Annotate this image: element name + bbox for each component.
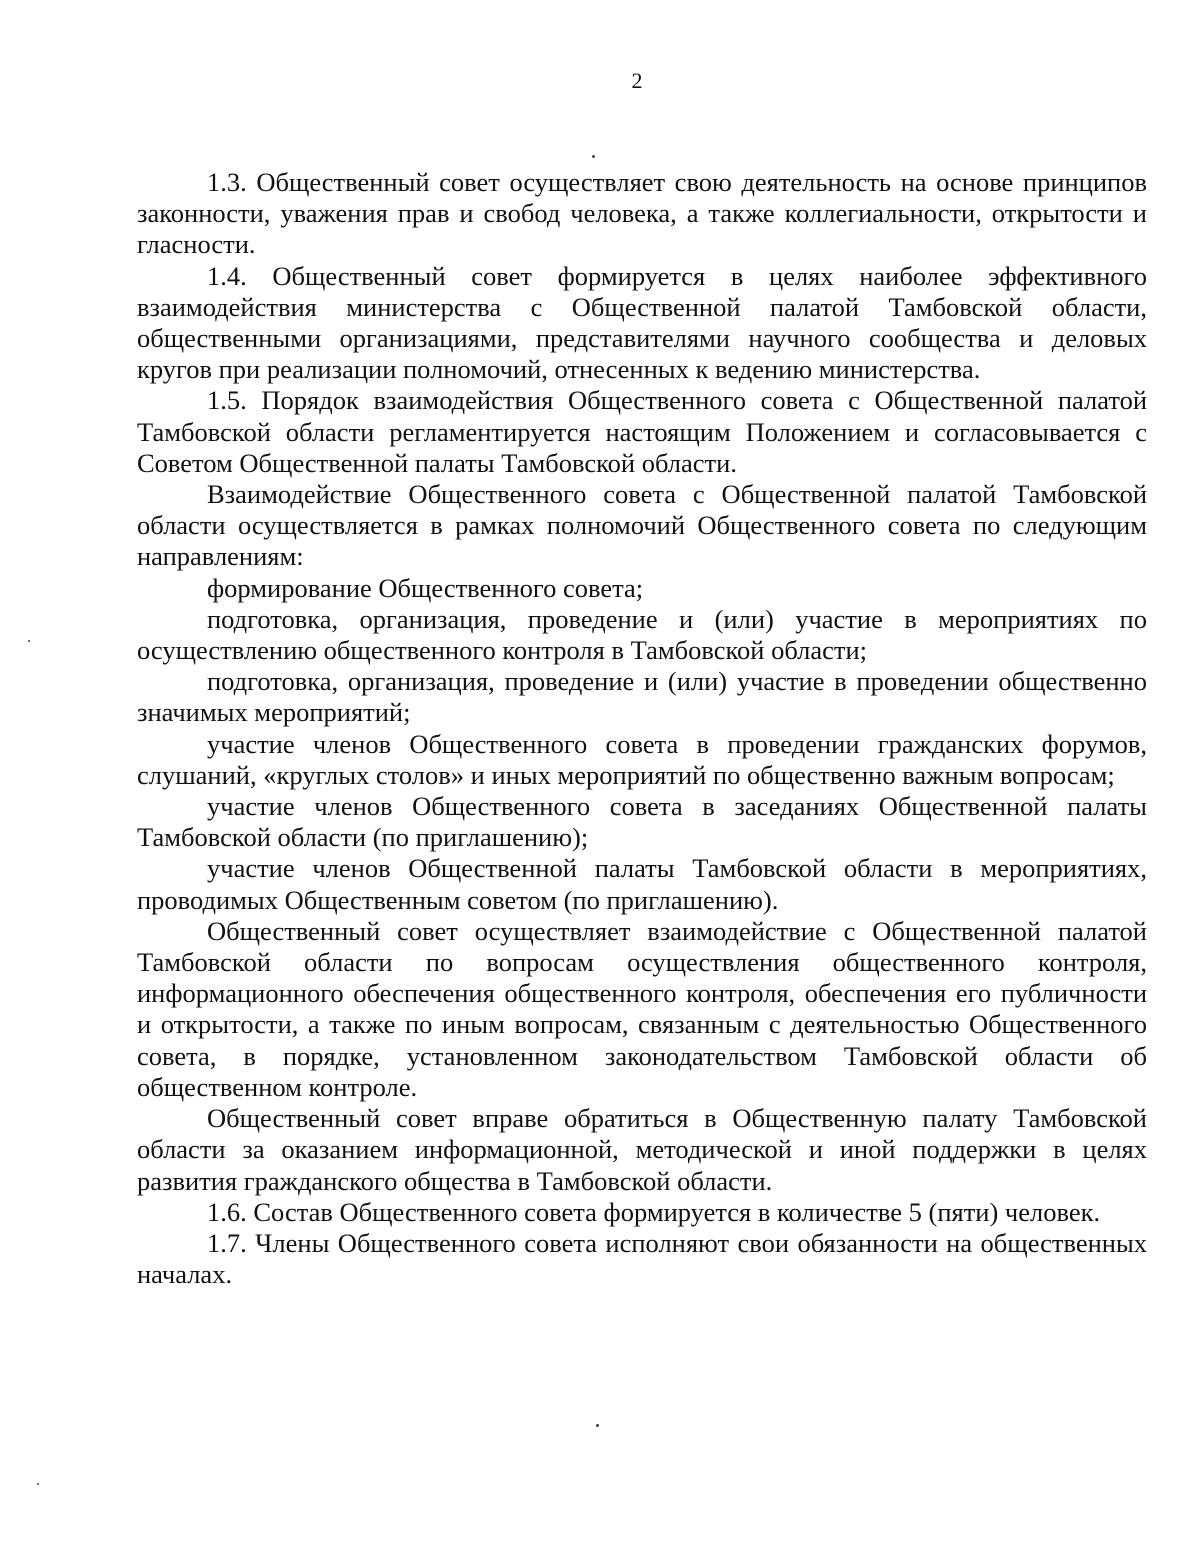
paragraph-1-5: 1.5. Порядок взаимодействия Общественного совета с Общественной палатой Тамбовской области регламентируется настоящим Положением и согласовывается с Советом Общественной палаты Тамбовской области.	[137, 385, 1147, 478]
paragraph-1-3: 1.3. Общественный совет осуществляет свою деятельность на основе принципов законности, уважения прав и свобод человека, а также коллегиальности, открытости и гласности.	[137, 167, 1147, 260]
list-item-significant-events: подготовка, организация, проведение и (или) участие в проведении общественно значимых мероприятий;	[137, 666, 1147, 728]
list-item-formation: формирование Общественного совета;	[207, 572, 644, 603]
scan-speck	[592, 155, 595, 158]
paragraph-interaction-intro: Взаимодействие Общественного совета с Общественной палатой Тамбовской области осуществляется в рамках полномочий Общественного совета по следующим направлениям:	[137, 479, 1147, 572]
paragraph-interaction-matters: Общественный совет осуществляет взаимодействие с Общественной палатой Тамбовской области по вопросам осуществления общественного контроля, информационного обеспечения общественного контроля, обеспечения его публичности и открытости, а также по иным вопросам, связанным с деятельностью Общественного совета, в порядке, установленном законодательством Тамбовской области об общественном контроле.	[137, 915, 1147, 1102]
scan-speck	[37, 1483, 39, 1485]
page-number: 2	[631, 68, 643, 93]
paragraph-1-6: 1.6. Состав Общественного совета формируется в количестве 5 (пяти) человек.	[207, 1196, 1101, 1227]
list-item-public-control: подготовка, организация, проведение и (или) участие в мероприятиях по осуществлению общественного контроля в Тамбовской области;	[137, 603, 1147, 666]
scan-speck	[28, 640, 30, 642]
list-item-forums: участие членов Общественного совета в проведении гражданских форумов, слушаний, «круглых столов» и иных мероприятий по общественно важным вопросам;	[137, 728, 1147, 790]
paragraph-1-7: 1.7. Члены Общественного совета исполняют свои обязанности на общественных началах.	[137, 1227, 1147, 1290]
paragraph-support-request: Общественный совет вправе обратиться в Общественную палату Тамбовской области за оказанием информационной, методической и иной поддержки в целях развития гражданского общества в Тамбовской области.	[137, 1103, 1147, 1196]
document-body	[137, 167, 1147, 1290]
list-item-council-events: участие членов Общественной палаты Тамбовской области в мероприятиях, проводимых Общественным советом (по приглашению).	[137, 853, 1147, 915]
list-item-chamber-sessions: участие членов Общественного совета в заседаниях Общественной палаты Тамбовской области (по приглашению);	[137, 791, 1147, 853]
paragraph-1-4: 1.4. Общественный совет формируется в целях наиболее эффективного взаимодействия министерства с Общественной палатой Тамбовской области, общественными организациями, представителями научного сообщества и деловых кругов при реализации полномочий, отнесенных к ведению министерства.	[137, 260, 1147, 385]
scan-speck	[596, 1424, 599, 1427]
